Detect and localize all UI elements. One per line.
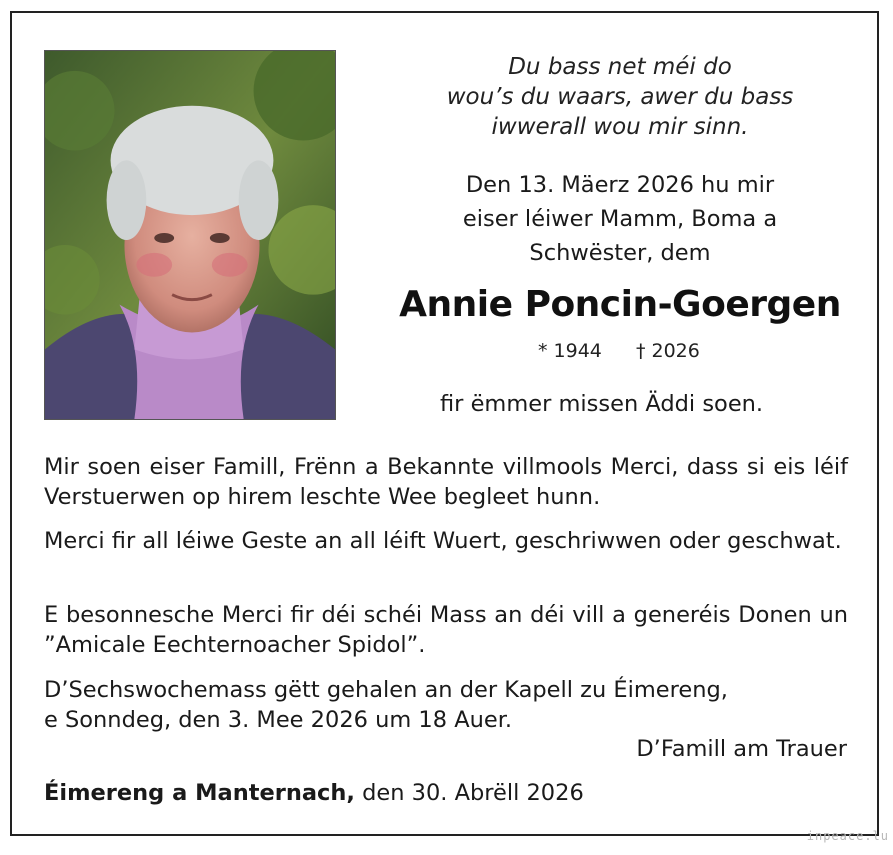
mass-line: D’Sechswochemass gëtt gehalen an der Kapell zu Éimereng,	[44, 677, 728, 703]
place-date-line	[44, 780, 584, 806]
intro-line: Den 13. Mäerz 2026 hu mir	[465, 172, 775, 198]
thanks-paragraph: Merci fir all léiwe Geste an all léift Wuert, geschriwwen oder geschwat.	[44, 528, 842, 554]
intro-line: eiser léiwer Mamm, Boma a	[462, 206, 778, 232]
intro-text	[370, 168, 870, 270]
family-signature: D’Famill am Trauer	[636, 736, 847, 762]
poem-line: iwwerall wou mir sinn.	[491, 114, 749, 140]
place: Éimereng a Manternach,	[44, 780, 355, 806]
mass-line: e Sonndeg, den 3. Mee 2026 um 18 Auer.	[44, 707, 513, 733]
mass-info	[44, 675, 848, 735]
deceased-name: Annie Poncin-Goergen	[399, 284, 841, 325]
poem	[370, 52, 870, 142]
portrait-photo	[44, 50, 336, 420]
thanks-paragraph: Mir soen eiser Famill, Frënn a Bekannte villmools Merci, dass si eis léif Verstuerwen op hirem leschte Wee begleet hunn.	[44, 454, 848, 510]
intro-line: Schwëster, dem	[529, 240, 711, 266]
closing-line: fir ëmmer missen Äddi soen.	[440, 391, 764, 417]
death-year: † 2026	[635, 340, 700, 362]
thanks-paragraph: E besonnesche Merci fir déi schéi Mass an déi vill a generéis Donen un ”Amicale Eechternoacher Spidol”.	[44, 602, 848, 658]
date: den 30. Abrëll 2026	[362, 780, 584, 806]
poem-line: wou’s du waars, awer du bass	[446, 84, 794, 110]
watermark: inpeace.lu	[806, 829, 889, 843]
poem-line: Du bass net méi do	[508, 54, 732, 80]
life-dates	[538, 340, 700, 362]
birth-year: * 1944	[538, 340, 602, 362]
